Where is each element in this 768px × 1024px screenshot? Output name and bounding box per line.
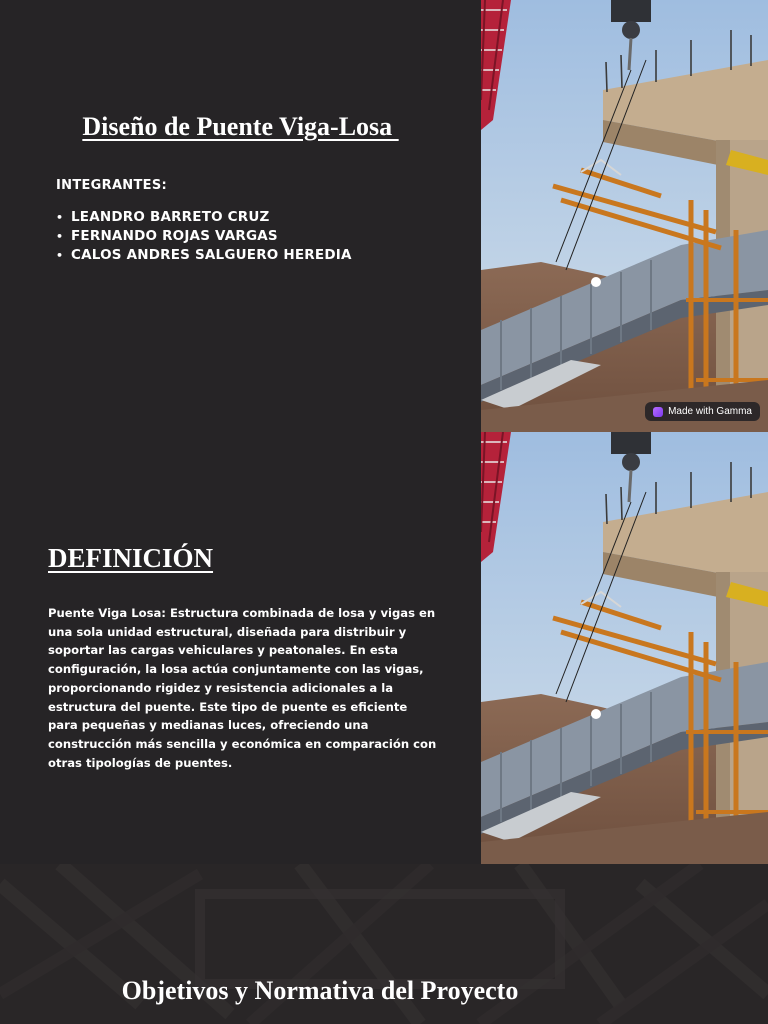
bullet-icon: • — [56, 249, 64, 262]
member-item — [56, 208, 352, 227]
bridge-construction-photo — [481, 432, 768, 864]
objectives-heading: Objetivos y Normativa del Proyecto — [121, 976, 519, 1005]
gamma-logo-icon — [653, 407, 663, 417]
badge-label: Made with Gamma — [668, 406, 752, 417]
members-label: INTEGRANTES: — [56, 178, 167, 193]
slide-title-heading: Diseño de Puente Viga-Losa — [82, 112, 399, 141]
definition-heading: DEFINICIÓN — [48, 543, 214, 573]
definition-body: Puente Viga Losa: Estructura combinada de losa y vigas en una sola unidad estructural, diseñada para distribuir y soportar las cargas vehiculares y peatonales. En esta configuración, la losa actúa conjuntamente con las vigas, proporcionando rigidez y resistencia adicionales a la estructura del puente. Este tipo de puente es eficiente para pequeñas y medianas luces, ofreciendo una construcción más sencilla y económica en comparación con otras tipologías de puentes. — [48, 606, 437, 770]
member-name: CALOS ANDRES SALGUERO HEREDIA — [71, 247, 352, 263]
member-name: LEANDRO BARRETO CRUZ — [71, 209, 270, 225]
bullet-icon: • — [56, 211, 64, 224]
made-with-gamma-badge[interactable] — [645, 402, 760, 421]
slide-title — [0, 0, 768, 432]
slide-definition — [0, 432, 768, 864]
bullet-icon: • — [56, 230, 64, 243]
member-name: FERNANDO ROJAS VARGAS — [71, 228, 278, 244]
member-item — [56, 246, 352, 265]
bridge-construction-photo — [481, 0, 768, 432]
members-list — [56, 208, 352, 265]
member-item — [56, 227, 352, 246]
slide-objectives — [0, 864, 768, 1024]
